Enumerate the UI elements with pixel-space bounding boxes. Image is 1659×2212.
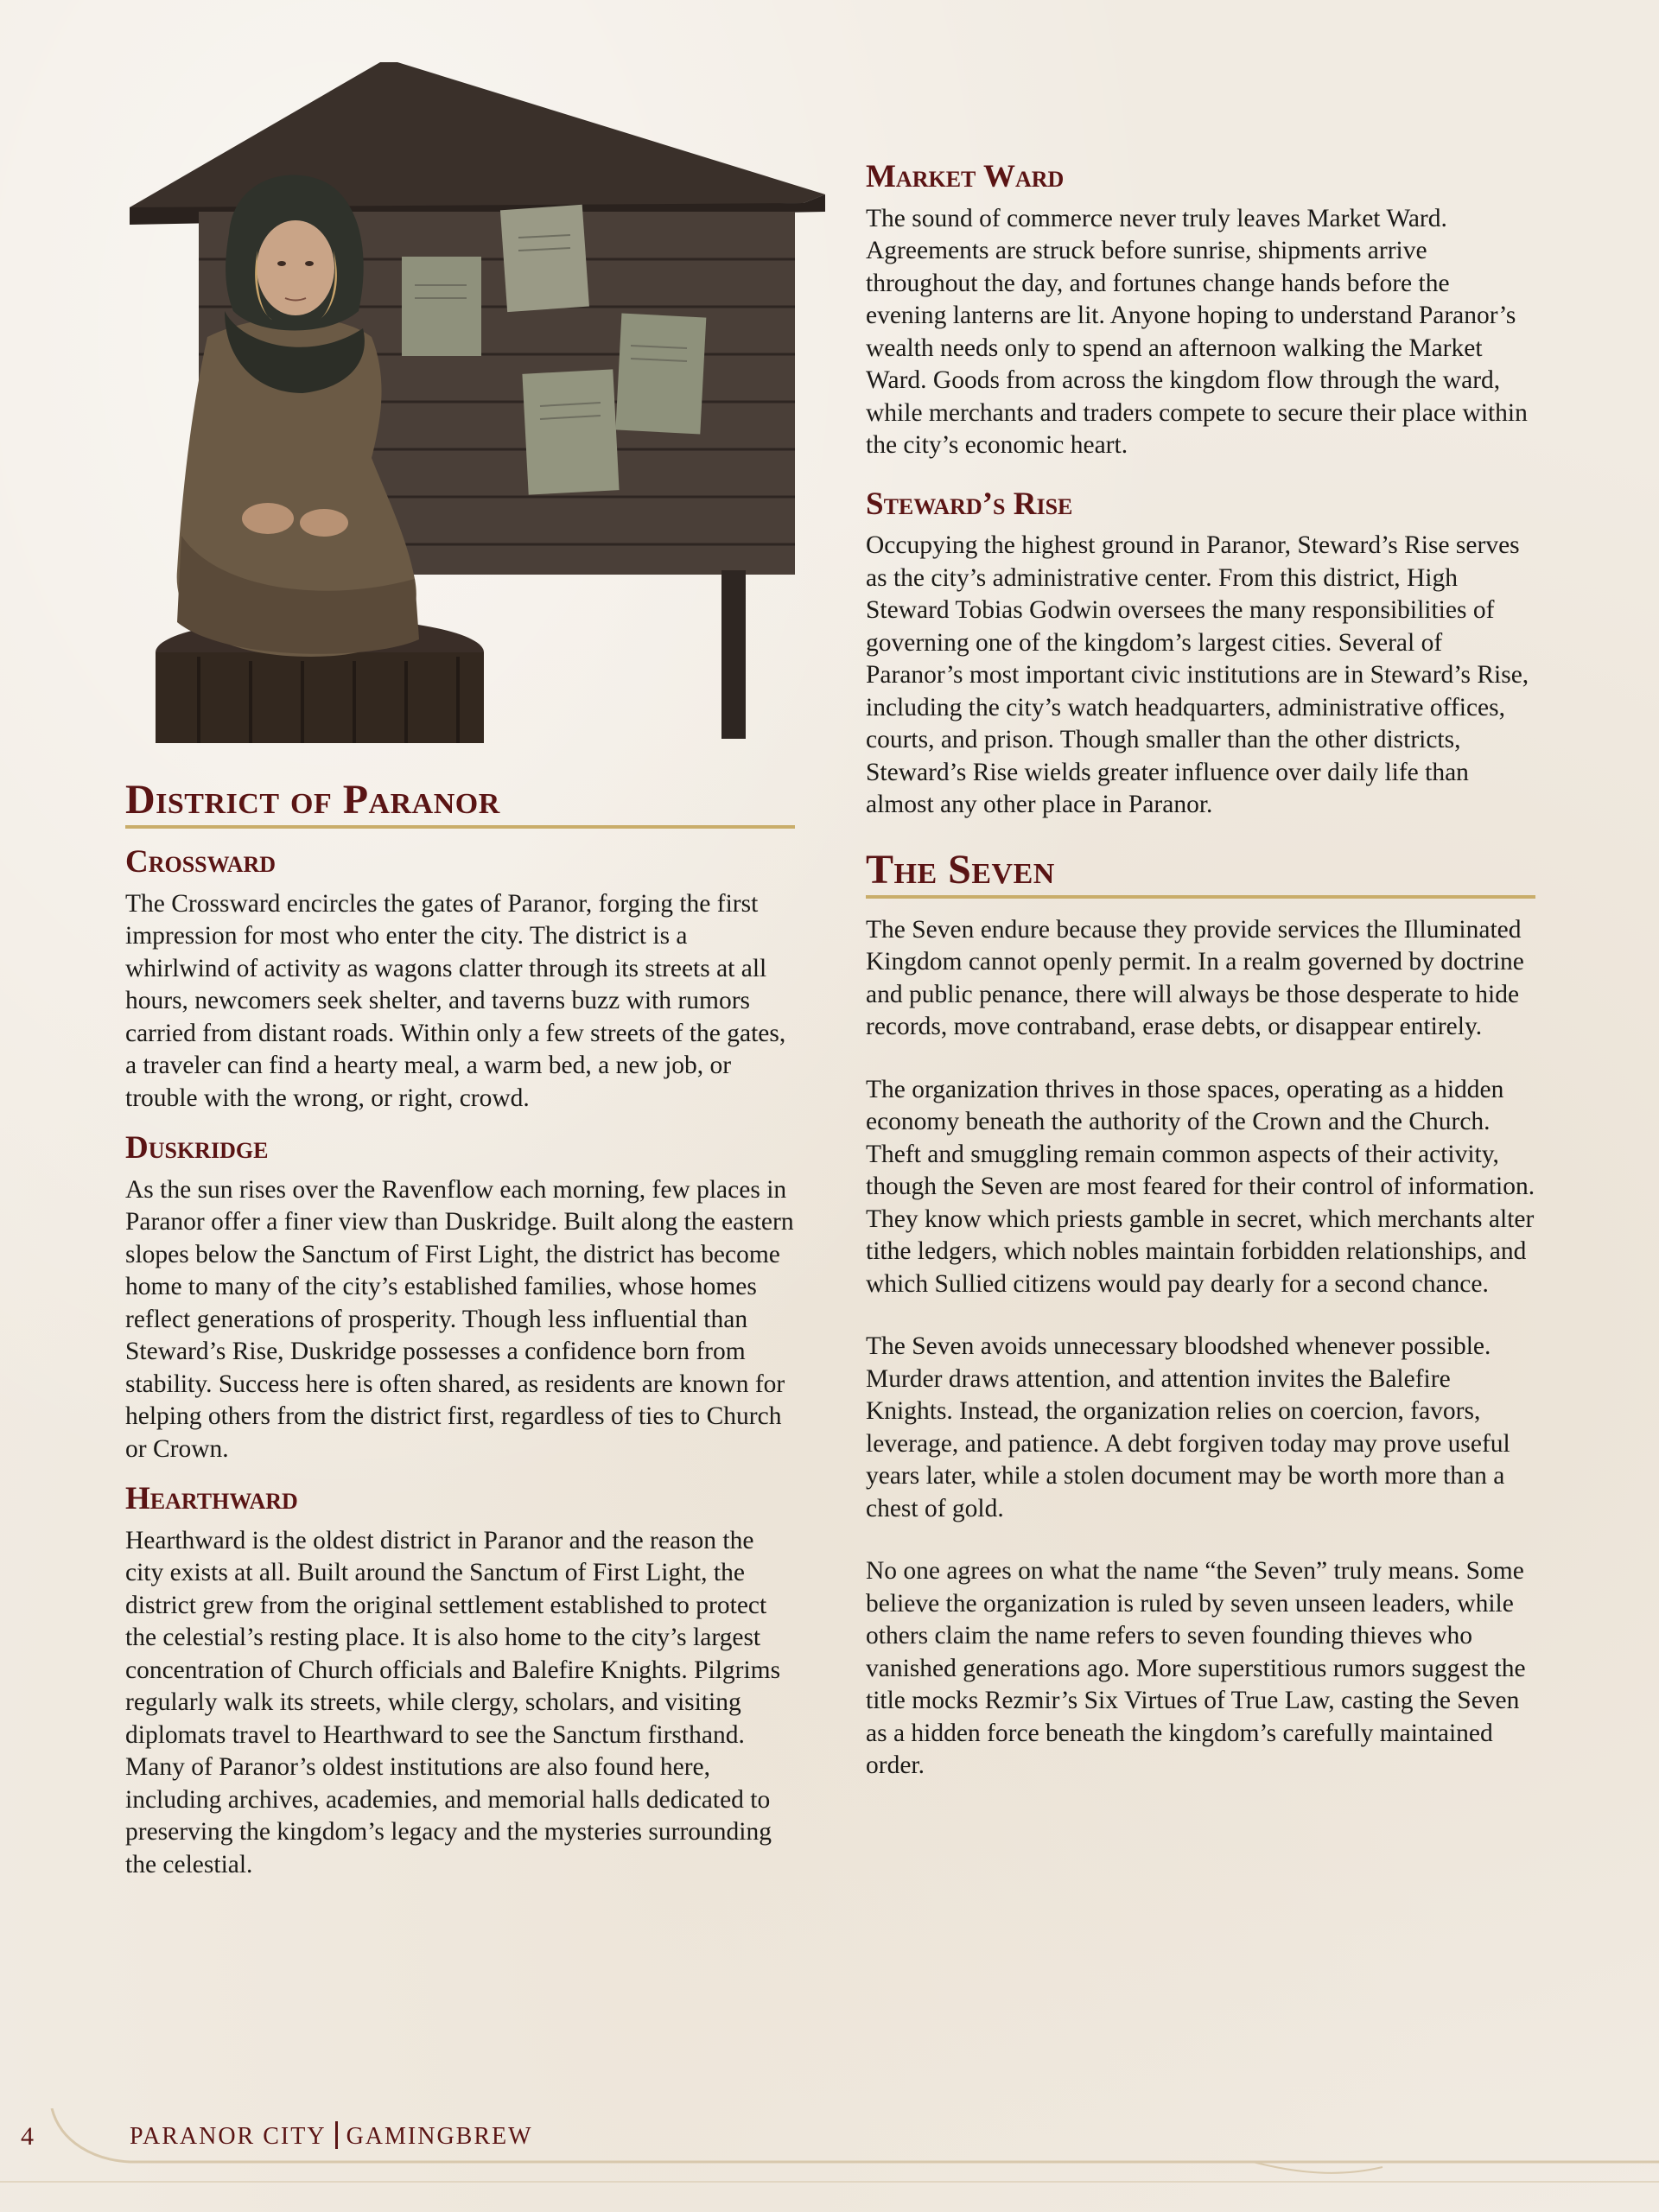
heading-hearthward: Hearthward	[125, 1481, 298, 1517]
paragraph-market-ward: The sound of commerce never truly leaves Market Ward. Agreements are struck before sunrise, shipments arrive throughout the day, and fortunes change hands before the evening lanterns are lit. Anyone hoping to understand Paranor’s wealth needs only to spend an afternoon walking the Market Ward. Goods from across the kingdom flow through the ward, while merchants and traders compete to secure their place within the city’s economic heart.	[866, 204, 1528, 460]
section-title-the-seven: The Seven	[866, 846, 1535, 899]
page-number: 4	[21, 2122, 34, 2151]
paragraph-seven-4: No one agrees on what the name “the Seven” truly means. Some believe the organization is ruled by seven unseen leaders, while others claim the name refers to seven founding thieves who vanished generations ago. More superstitious rumors suggest the title mocks Rezmir’s Six Virtues of True Law, casting the Seven as a hidden force beneath the kingdom’s carefully maintained order.	[866, 1557, 1526, 1780]
right-column	[866, 159, 1535, 1798]
paragraph-stewards-rise: Occupying the highest ground in Paranor, Steward’s Rise serves as the city’s administrative center. From this district, High Steward Tobias Godwin oversees the many responsibilities of governing one of the kingdom’s largest cities. Several of Paranor’s most important civic institutions are in Steward’s Rise, including the city’s watch headquarters, administrative offices, courts, and prison. Though smaller than the other districts, Steward’s Rise wields greater influence over daily life than almost any other place in Paranor.	[866, 531, 1529, 819]
footer-left-text: PARANOR CITY	[130, 2123, 327, 2150]
heading-crossward: Crossward	[125, 844, 276, 880]
section-title-district-of-paranor: District of Paranor	[125, 776, 795, 829]
hooded-figure-notice-board-illustration	[112, 52, 855, 752]
heading-stewards-rise: Steward’s Rise	[866, 486, 1073, 522]
paragraph-crossward: The Crossward encircles the gates of Paranor, forging the first impression for most who enter the city. The district is a whirlwind of activity as wagons clatter through its streets at all hours, newcomers seek shelter, and taverns buzz with rumors carried from distant roads. Within only a few streets of the gates, a traveler can find a hearty meal, a warm bed, a new job, or trouble with the wrong, or right, crowd.	[125, 889, 786, 1112]
footer-separator	[335, 2121, 338, 2149]
left-column	[125, 776, 795, 1897]
heading-duskridge: Duskridge	[125, 1130, 269, 1166]
paragraph-seven-1: The Seven endure because they provide services the Illuminated Kingdom cannot openly permit. In a realm governed by doctrine and public penance, there will always be those desperate to hide records, move contraband, erase debts, or disappear entirely.	[866, 915, 1524, 1041]
paragraph-duskridge: As the sun rises over the Ravenflow each morning, few places in Paranor offer a finer view than Duskridge. Built along the eastern slopes below the Sanctum of First Light, the district has become home to many of the city’s established families, whose homes reflect generations of prosperity. Though less influential than Steward’s Rise, Duskridge possesses a confidence born from stability. Success here is often shared, as residents are known for helping others from the district first, regardless of ties to Church or Crown.	[125, 1175, 794, 1463]
paragraph-hearthward: Hearthward is the oldest district in Paranor and the reason the city exists at all. Built around the Sanctum of First Light, the district grew from the original settlement established to protect the celestial’s resting place. It is also home to the city’s largest concentration of Church officials and Balefire Knights. Pilgrims regularly walk its streets, while clergy, scholars, and visiting diplomats travel to Hearthward to see the Sanctum firsthand. Many of Paranor’s oldest institutions are also found here, including archives, academies, and memorial halls dedicated to preserving the kingdom’s legacy and the mysteries surrounding the celestial.	[125, 1526, 781, 1878]
paragraph-seven-3: The Seven avoids unnecessary bloodshed whenever possible. Murder draws attention, and attention invites the Balefire Knights. Instead, the organization relies on coercion, favors, leverage, and patience. A debt forgiven today may prove useful years later, while a stolen document may be worth more than a chest of gold.	[866, 1332, 1510, 1522]
footer-running-title	[130, 2121, 533, 2151]
footer-right-text: GAMINGBREW	[346, 2123, 533, 2150]
heading-market-ward: Market Ward	[866, 159, 1065, 194]
paragraph-seven-2: The organization thrives in those spaces, operating as a hidden economy beneath the authority of the Crown and the Church. Theft and smuggling remain common aspects of their activity, though the Seven are most feared for their control of information. They know which priests gamble in secret, which merchants alter tithe ledgers, which nobles maintain forbidden relationships, and which Sullied citizens would pay dearly for a second chance.	[866, 1075, 1535, 1298]
